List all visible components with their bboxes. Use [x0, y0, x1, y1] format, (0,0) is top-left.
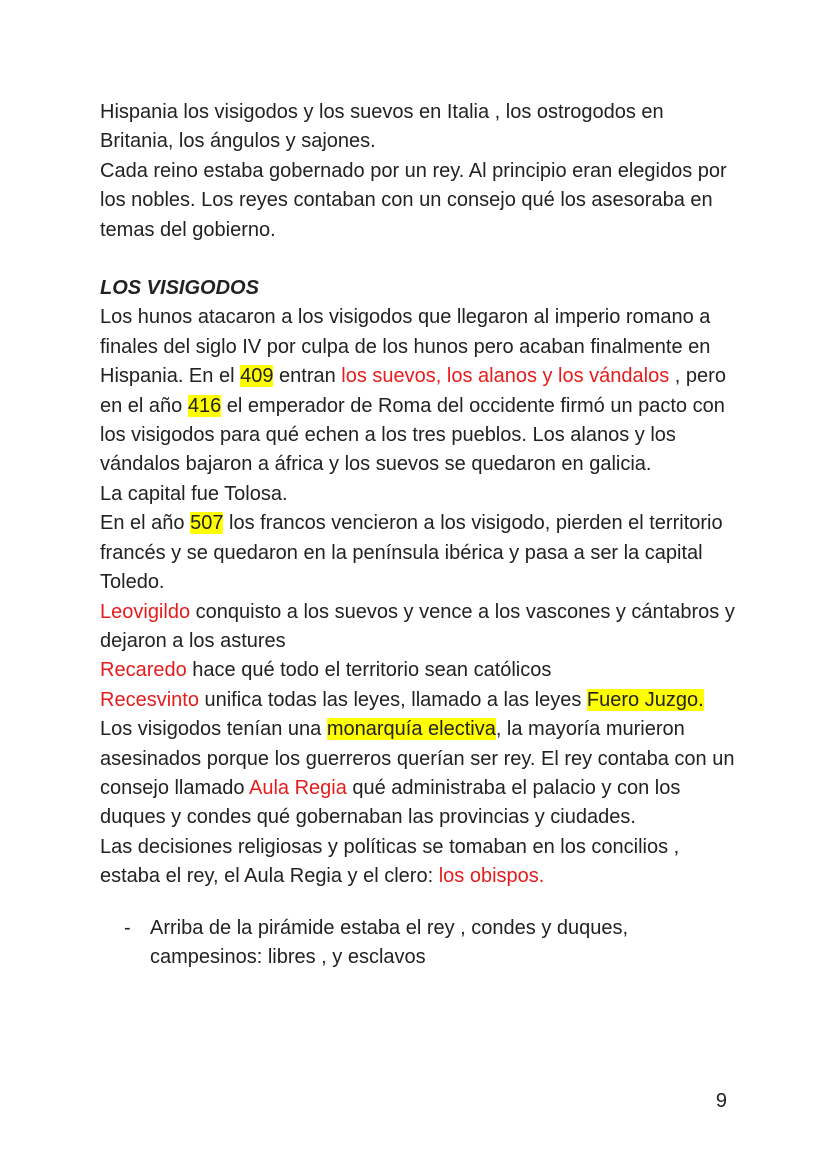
text-run: el emperador de Roma del occidente firmó un pacto con los visigodos para qué echen a los tres pueblos. Los alanos y los vándalos bajaron a áfrica y los suevos se quedaron en galicia.: [100, 394, 725, 476]
highlight-monarquia-electiva: monarquía electiva: [326, 718, 496, 741]
text-run: los francos vencieron a los visigodo, pierden el territorio francés y se quedaron en la península ibérica y pasa a ser la capital Toledo.: [100, 512, 723, 594]
text-run: En el año: [100, 512, 191, 535]
section-spacer: [100, 245, 740, 274]
paragraph-leovigildo: [100, 598, 740, 657]
intro-line-1: Hispania los visigodos y los suevos en Italia , los ostrogodos en: [100, 101, 664, 123]
intro-line-2: Britania, los ángulos y sajones.: [100, 130, 376, 153]
paragraph-recaredo: [100, 656, 740, 685]
text-run: qué administraba el palacio y con los duques y condes qué gobernaban las provincias y ciudades.: [100, 776, 681, 829]
highlight-fuero-juzgo: Fuero Juzgo.: [586, 688, 704, 711]
document-body: [100, 98, 740, 972]
text-run: conquisto a los suevos y vence a los vascones y cántabros y dejaron a los astures: [100, 600, 735, 652]
text-run: Los hunos atacaron a los visigodos que llegaron al imperio romano a finales del siglo IV por culpa de los hunos pero acaban finalmente en Hispania. En el: [100, 306, 711, 388]
highlight-year-416: 416: [187, 394, 222, 417]
bullet-dash: -: [124, 916, 131, 939]
red-king-recaredo: Recaredo: [100, 659, 187, 682]
red-king-recesvinto: Recesvinto: [100, 688, 199, 711]
red-peoples: los suevos, los alanos y los vándalos: [341, 365, 670, 388]
text-run: , pero en el año: [100, 365, 726, 417]
paragraph-capital: La capital fue Tolosa.: [100, 482, 288, 505]
red-bishops: los obispos.: [438, 865, 545, 888]
paragraph-monarchy: [100, 715, 740, 833]
paragraph-councils: [100, 833, 740, 892]
text-run: unifica todas las leyes, llamado a las leyes: [198, 688, 587, 711]
red-aula-regia: Aula Regia: [248, 776, 347, 799]
page-number: 9: [715, 1090, 727, 1112]
paragraph-recesvinto: [100, 686, 740, 715]
intro-paragraph-1: [100, 98, 740, 157]
text-run: Los visigodos tenían una: [100, 718, 327, 741]
highlight-year-409: 409: [240, 365, 274, 388]
text-run: Las decisiones religiosas y políticas se tomaban en los concilios , estaba el rey, el Aula Regia y el clero:: [100, 835, 680, 888]
text-run: entran: [273, 365, 342, 388]
list-item-text: Arriba de la pirámide estaba el rey , condes y duques, campesinos: libres , y esclavos: [150, 916, 629, 968]
text-run: hace qué todo el territorio sean católicos: [186, 659, 552, 682]
intro-paragraph-2: Cada reino estaba gobernado por un rey. Al principio eran elegidos por los nobles. Los reyes contaban con un consejo qué los asesoraba en temas del gobierno.: [100, 159, 727, 241]
red-king-leovigildo: Leovigildo: [100, 600, 191, 623]
paragraph-invasions: [100, 303, 740, 479]
paragraph-franks: [100, 509, 740, 597]
highlight-year-507: 507: [190, 512, 224, 535]
section-heading: LOS VISIGODOS: [100, 277, 259, 300]
text-run: , la mayoría murieron asesinados porque los guerreros querían ser rey. El rey contaba con un consejo llamado: [100, 718, 735, 799]
list-item: [100, 914, 740, 973]
